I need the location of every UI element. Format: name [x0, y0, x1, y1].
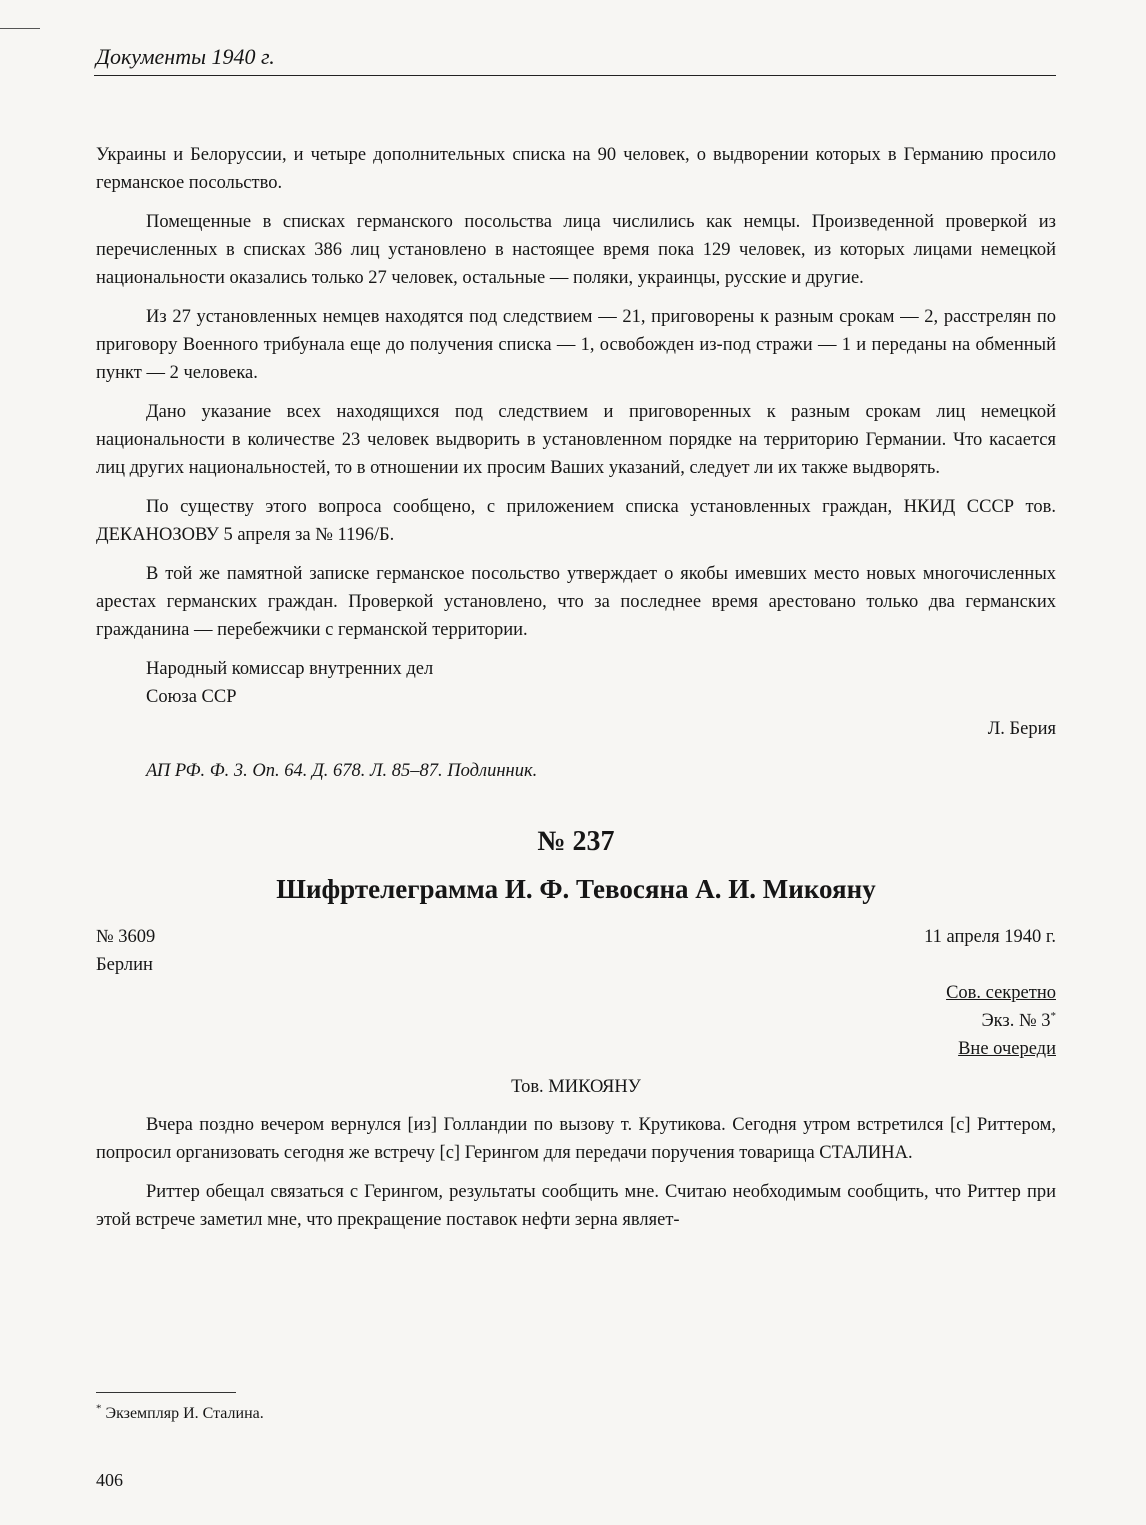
footnote [96, 1402, 1056, 1423]
addressee: Тов. МИКОЯНУ [511, 1077, 641, 1097]
scan-edge-mark [0, 28, 40, 29]
paragraph: Из 27 установленных немцев находятся под следствием — 21, приговорены к разным срокам — 2, расстрелян по приговору Военного трибунала еще до получения списка — 1, освобожден из-под стражи — 1 и переданы на обменный пункт — 2 человека. [96, 307, 1056, 383]
footnote-mark: * [1050, 1009, 1056, 1022]
page-number: 406 [96, 1470, 123, 1490]
paragraph: В той же памятной записке германское посольство утверждает о якобы имевших место новых многочисленных арестах германских граждан. Проверкой установлено, что за последнее время арестовано только два германских гражданина — перебежчики с германской территории. [96, 564, 1056, 640]
paragraph: По существу этого вопроса сообщено, с приложением списка установленных граждан, НКИД СССР тов. ДЕКАНОЗОВУ 5 апреля за № 1196/Б. [96, 497, 1056, 545]
footnote-rule [96, 1392, 236, 1393]
paragraph: Дано указание всех находящихся под следствием и приговоренных к разным срокам лиц немецкой национальности в количестве 23 человек выдворить в установленном порядке на территорию Германии. Что касается лиц других национальностей, то в отношении их просим Ваших указаний, следует ли их также выдворять. [96, 402, 1056, 478]
signatory-position: Народный комиссар внутренних дел [146, 659, 434, 679]
document-title: Шифртелеграмма И. Ф. Тевосяна А. И. Микояну [276, 874, 876, 904]
running-head: Документы 1940 г. [96, 44, 275, 69]
paragraph: Украины и Белоруссии, и четыре дополнительных списка на 90 человек, о выдворении которых в Германию просило германское посольство. [96, 145, 1056, 193]
header-rule [94, 75, 1056, 76]
document-place: Берлин [96, 955, 153, 975]
priority-text: Вне очереди [958, 1039, 1056, 1059]
classification-text: Сов. секретно [946, 983, 1056, 1003]
page-body [96, 141, 1056, 1245]
footnote-text: Экземпляр И. Сталина. [105, 1405, 264, 1422]
priority-stamp [96, 1035, 1056, 1063]
document-date: 11 апреля 1940 г. [924, 927, 1056, 947]
document-number: № 237 [537, 826, 615, 857]
signatory-name: Л. Берия [987, 719, 1056, 739]
copy-number-text: Экз. № 3 [981, 1011, 1051, 1031]
document-meta-row [96, 923, 1056, 951]
signatory-position-2: Союза ССР [146, 687, 237, 707]
telegram-paragraph: Риттер обещал связаться с Герингом, результаты сообщить мне. Считаю необходимым сообщить, что Риттер при этой встрече заметил мне, что прекращение поставок нефти зерна являет- [96, 1182, 1056, 1230]
registration-number: № 3609 [96, 927, 156, 947]
telegram-paragraph: Вчера поздно вечером вернулся [из] Голландии по вызову т. Крутикова. Сегодня утром встретился [с] Риттером, попросил организовать сегодня же встречу [с] Герингом для передачи поручения товарища СТАЛИНА. [96, 1115, 1056, 1163]
paragraph: Помещенные в списках германского посольства лица числились как немцы. Произведенной проверкой из перечисленных в списках 386 лиц установлено в настоящее время пока 129 человек, из которых лицами немецкой национальности оказались только 27 человек, остальные — поляки, украинцы, русские и другие. [96, 212, 1056, 288]
signature-block [146, 655, 1056, 711]
copy-number [96, 1007, 1056, 1035]
classification-stamp [96, 979, 1056, 1007]
archive-reference: АП РФ. Ф. 3. Оп. 64. Д. 678. Л. 85–87. Подлинник. [146, 761, 538, 781]
footnote-mark: * [96, 1402, 102, 1415]
